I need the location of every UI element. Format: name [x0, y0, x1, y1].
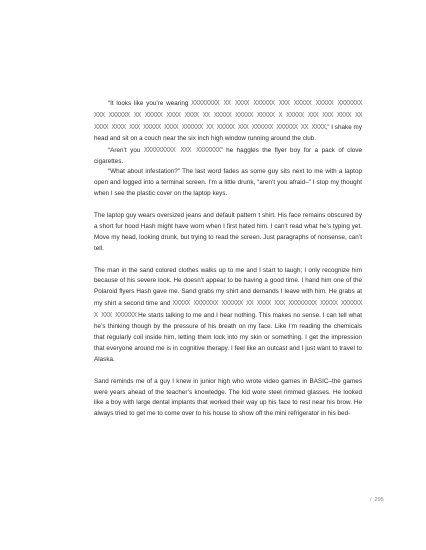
paragraph-text: He starts talking to me and I hear nothing. This makes no sense. I can tell what he’s thinking though by the pressure of his breath on my face. Like I’m reading the chemicals that regularly coil inside him, letting them lock into my skin or something. I get the impression that everyone around me is in cognitive therapy. I feel like an outcast and I just want to travel to Alaska. [94, 312, 362, 363]
paragraph-text: ,” I shake my head and sit on a couch near the six inch high window running around the club. [94, 123, 362, 142]
dialogue-paragraph [94, 145, 362, 168]
paragraph-text: ” he haggles the flyer boy for a pack of clove cigarettes. [94, 146, 362, 165]
redacted-text: XXXXXXXXX XXX XXXXXXX [143, 145, 221, 154]
folio-slash: / [370, 497, 372, 503]
paragraph-text: The man in the sand colored clothes walks up to me and I start to laugh; I only recognize him because of his severe look. He doesn’t appear to be having a good time. I hand him one of the Polaroid flyers Hash gave me. Sand grabs my shirt and demands I leave with him. He grabs at my shirt a second time and [94, 266, 362, 308]
body-paragraph [94, 377, 362, 421]
paragraph-text: “It looks like you’re wearing [108, 100, 192, 107]
body-paragraph [94, 211, 362, 255]
dialogue-paragraph [94, 167, 362, 200]
page-number [370, 497, 384, 503]
paragraph-text: Sand reminds me of a guy I knew in junior high who wrote video games in BASIC–the games were years ahead of the teacher’s knowledge. The kid wore steel rimmed glasses. He looked like a boy with large dental implants that worked their way up his face to rest near his brow. He always tried to get me to come over to his house to show off the mini refrigerator in his bed- [94, 377, 362, 418]
redacted-text: XXXXX XXXXXXX XXXXXX XX XXXX XXX XXXXXXXX XXXXX XXXXXX X XXX XXXXXX [94, 299, 362, 320]
body-text [94, 98, 362, 420]
paragraph-text: The laptop guy wears oversized jeans and default pattern t shirt. His face remains obscured by a short fur hood Hash might have worn when I first hated him. I can’t read what he’s typing yet. Move my head, looking drunk, but trying to read the screen. Just paragraphs of nonsense, can’t tell. [94, 212, 362, 252]
paragraph-text: “What about infestation?” The last word fades as some guy sits next to me with a laptop open and logged into a terminal screen. I’m a little drunk, “aren’t you afraid–” I stop my thought when I see the plastic cover on the laptop keys. [94, 168, 362, 198]
redacted-text: XXXXXXXX XX XXXX XXXXXX XXX XXXXX XXXXX XXXXXXX XXX XXXXXX XX XXXXX XXXX XXXX XX XXXXX XXXXX XXXXX X XXXXX XXX XXX XXXX XX XXXX XXXX XXX XXXXX XXXX XXXXXX XX XXXXX XXX XXXXXX XXXXXX XX XXXX [94, 99, 362, 131]
folio-number: 295 [374, 497, 384, 503]
dialogue-paragraph [94, 98, 362, 145]
body-paragraph [94, 266, 362, 366]
paragraph-text: “Aren’t you [108, 146, 144, 154]
